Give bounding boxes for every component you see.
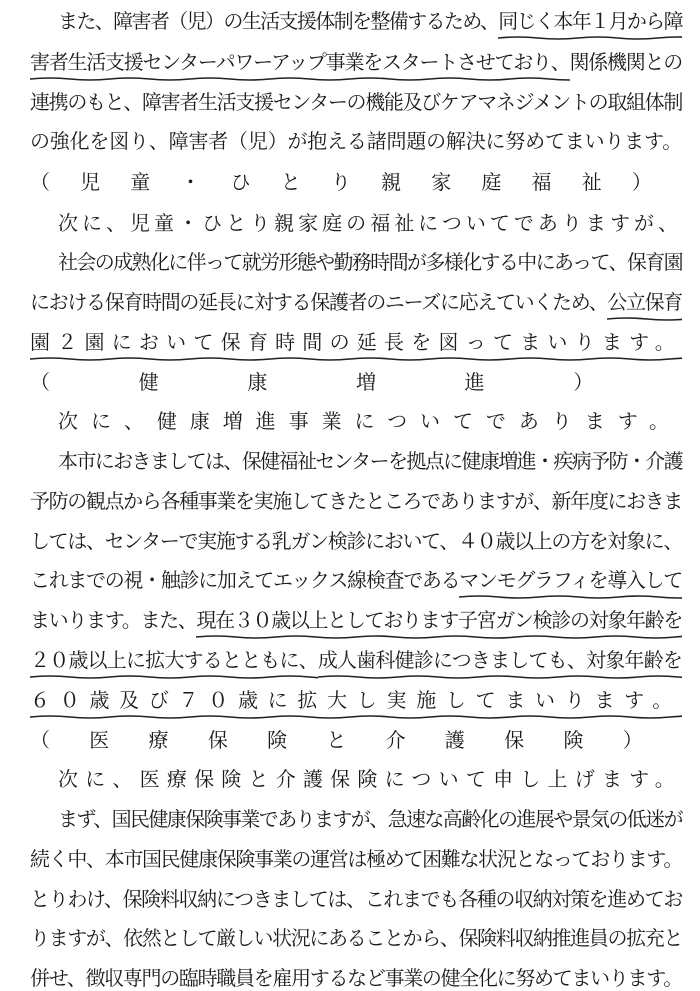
underlined-phrase: 害者生活支援センターパワーアップ事業をスタートさせており、 [30, 50, 570, 74]
text-segment: りますが、依然として厳しい状況にあることから、保険料収納推進員の拡充と [30, 926, 682, 951]
text-segment: また、障害者（児）の生活支援体制を整備するため、 [58, 8, 499, 33]
text-segment: の強化を図り、障害者（児）が抱える諸問題の解決に努めてまいります。 [30, 129, 682, 154]
underlined-phrase: ２０歳以上に拡大するとともに、 [30, 648, 318, 672]
line-text [30, 488, 682, 514]
underlined-phrase: 同じく本年１月から障 [498, 9, 682, 33]
line-text [30, 89, 682, 115]
text-line [0, 766, 700, 792]
text-segment: 次に、児童・ひとり親家庭の福祉についてでありますが、 [58, 210, 682, 235]
line-text [30, 567, 682, 593]
handwritten-underline [607, 315, 682, 323]
handwritten-underline [459, 593, 682, 601]
text-segment: 次に、健康増進事業についてであります。 [58, 409, 682, 434]
line-text [58, 448, 682, 474]
text-line [0, 528, 700, 554]
line-text [30, 607, 682, 633]
line-text [30, 528, 682, 554]
line-text [30, 965, 682, 991]
text-segment: 関係機関との [569, 49, 682, 74]
text-line [0, 727, 700, 753]
text-line [0, 567, 700, 593]
handwritten-underline [498, 34, 682, 42]
text-segment: （医療保険と介護保険） [30, 727, 682, 752]
text-segment: 本市におきましては、保健福祉センターを拠点に健康増進・疾病予防・介護 [58, 449, 682, 474]
text-segment: まいります。また、 [30, 608, 197, 633]
line-text [30, 369, 682, 395]
text-segment: における保育時間の延長に対する保護者のニーズに応えていくため、 [30, 290, 608, 315]
line-text [30, 49, 682, 75]
text-line [0, 210, 700, 236]
text-line [0, 8, 700, 34]
text-line [0, 169, 700, 195]
text-line [0, 128, 700, 154]
line-text [30, 886, 682, 912]
text-line [0, 289, 700, 315]
text-segment: 連携のもと、障害者生活支援センターの機能及びケアマネジメントの取組体制 [30, 90, 682, 115]
text-line [0, 607, 700, 633]
text-segment: これまでの視・触診に加えてエックス線検査である [30, 568, 460, 593]
text-line [0, 886, 700, 912]
line-text [30, 329, 682, 355]
text-line [0, 647, 700, 673]
text-line [0, 408, 700, 434]
line-text [30, 727, 682, 753]
handwritten-underline [318, 673, 682, 681]
text-segment: しては、センターで実施する乳ガン検診において、４０歳以上の方を対象に、 [30, 528, 682, 553]
text-line [0, 448, 700, 474]
text-segment: 併せ、徴収専門の臨時職員を雇用するなど事業の健全化に努めてまいります。 [30, 966, 682, 991]
handwritten-underline [196, 633, 682, 641]
handwritten-underline [30, 355, 682, 363]
underlined-phrase: ６０歳及び７０歳に拡大し実施してまいります。 [30, 688, 682, 712]
underlined-phrase: 園２園において保育時間の延長を図ってまいります。 [30, 330, 682, 354]
text-segment: 社会の成熟化に伴って就労形態や勤務時間が多様化する中にあって、保育園 [58, 250, 682, 275]
underlined-phrase: 現在３０歳以上としております子宮ガン検診の対象年齢を [196, 608, 682, 632]
text-line [0, 687, 700, 713]
text-segment: 予防の観点から各種事業を実施してきたところでありますが、新年度におきま [30, 488, 682, 513]
text-line [0, 965, 700, 991]
text-line [0, 488, 700, 514]
text-line [0, 369, 700, 395]
line-text [58, 249, 682, 275]
line-text [30, 925, 682, 951]
underlined-phrase: 公立保育 [607, 290, 682, 314]
underlined-phrase: マンモグラフィを導入して [459, 568, 682, 592]
text-segment: （児童・ひとり親家庭福祉） [30, 169, 682, 194]
line-text [30, 846, 682, 872]
text-line [0, 925, 700, 951]
line-text [58, 210, 682, 236]
underlined-phrase: 成人歯科健診につきましても、対象年齢を [318, 648, 682, 672]
text-segment: まず、国民健康保険事業でありますが、急速な高齢化の進展や景気の低迷が [58, 807, 682, 832]
text-segment: とりわけ、保険料収納につきましては、これまでも各種の収納対策を進めてお [30, 886, 682, 911]
text-segment: （健康増進） [30, 369, 682, 394]
handwritten-underline [30, 673, 318, 681]
handwritten-underline [30, 713, 682, 721]
text-line [0, 89, 700, 115]
line-text [30, 289, 682, 315]
handwritten-underline [30, 75, 570, 83]
text-line [0, 49, 700, 75]
text-segment: 続く中、本市国民健康保険事業の運営は極めて困難な状況となっております。 [30, 846, 682, 871]
line-text [30, 128, 682, 154]
line-text [58, 408, 682, 434]
line-text [58, 766, 682, 792]
line-text [30, 687, 682, 713]
line-text [30, 647, 682, 673]
text-line [0, 249, 700, 275]
text-line [0, 846, 700, 872]
line-text [30, 169, 682, 195]
line-text [58, 806, 682, 832]
text-line [0, 329, 700, 355]
line-text [58, 8, 682, 34]
text-line [0, 806, 700, 832]
text-segment: 次に、医療保険と介護保険について申し上げます。 [58, 767, 682, 792]
